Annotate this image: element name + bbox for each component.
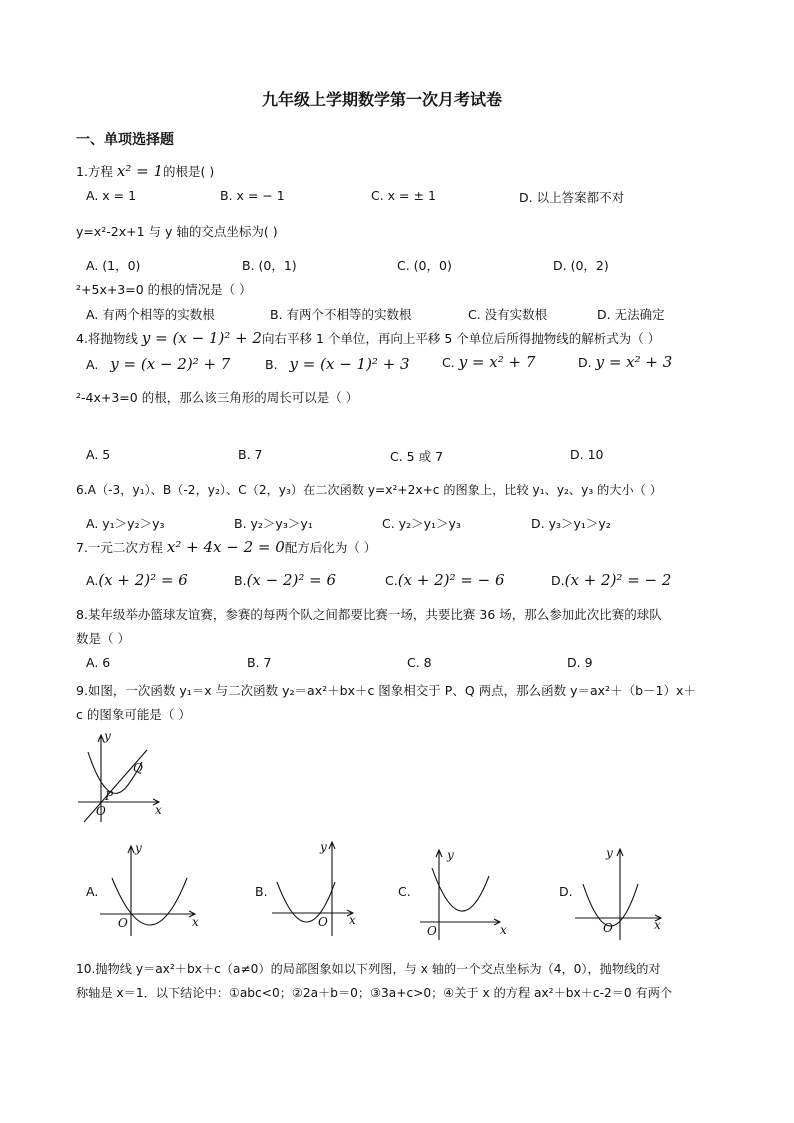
question-3: ²+5x+3=0 的根的情况是（ ） [76, 282, 252, 297]
q9-option-d[interactable]: D. [559, 884, 573, 899]
q8-option-d[interactable]: D. 9 [567, 655, 593, 670]
q1-option-a[interactable]: A. x = 1 [86, 188, 137, 203]
q9-option-b[interactable]: B. [255, 884, 268, 899]
q6-option-b[interactable]: B. y₂＞y₃＞y₁ [234, 516, 313, 531]
q8-option-b[interactable]: B. 7 [247, 655, 272, 670]
q4-option-a-label: A. [86, 357, 99, 372]
q3-option-d[interactable]: D. 无法确定 [597, 307, 665, 322]
q4-option-b-math: y = (x − 1)² + 3 [289, 355, 410, 373]
q7-option-d-label: D. [551, 573, 565, 588]
q4-equation: y = (x − 1)² + 2 [141, 329, 262, 347]
x-axis-label: x [500, 923, 507, 937]
q1-option-d[interactable]: D. 以上答案都不对 [519, 190, 625, 205]
point-q-label: Q [133, 761, 143, 775]
origin-label: O [318, 915, 328, 929]
question-2: y=x²-2x+1 与 y 轴的交点坐标为( ) [76, 224, 278, 239]
q4-option-c-math: y = x² + 7 [458, 353, 536, 371]
question-10-line-1: 10.抛物线 y＝ax²＋bx＋c（a≠0）的局部图象如以下列图，与 x 轴的一个交点坐标为（4，0），抛物线的对 [76, 962, 661, 976]
x-axis-label: x [155, 803, 162, 817]
q9-option-a[interactable]: A. [86, 884, 99, 899]
q4-prefix: 4.将抛物线 [76, 331, 138, 346]
q3-option-c[interactable]: C. 没有实数根 [468, 307, 548, 322]
q5-option-a[interactable]: A. 5 [86, 447, 111, 462]
q4-option-d-math: y = x² + 3 [595, 353, 673, 371]
section-heading: 一、单项选择题 [76, 132, 174, 148]
q7-suffix: 配方后化为（ ） [284, 540, 377, 555]
q7-option-b-math: (x − 2)² = 6 [246, 571, 337, 589]
origin-label: O [96, 804, 106, 818]
q7-option-c-label: C. [385, 573, 398, 588]
q7-prefix: 7.一元二次方程 [76, 540, 163, 555]
page-title: 九年级上学期数学第一次月考试卷 [262, 90, 503, 109]
q5-option-b[interactable]: B. 7 [238, 447, 263, 462]
origin-label: O [603, 921, 613, 935]
q4-option-c-label: C. [442, 355, 455, 370]
q8-option-a[interactable]: A. 6 [86, 655, 111, 670]
q6-option-d[interactable]: D. y₃＞y₁＞y₂ [531, 516, 611, 531]
q4-option-d-label: D. [578, 355, 592, 370]
q4-option-a-math: y = (x − 2)² + 7 [110, 355, 231, 373]
question-8-line-1: 8.某年级举办篮球友谊赛，参赛的每两个队之间都要比赛一场，共要比赛 36 场，那么参加此次比赛的球队 [76, 607, 662, 622]
y-axis-label: y [447, 848, 454, 862]
q7-option-a-math: (x + 2)² = 6 [98, 571, 188, 589]
q1-suffix: 的根是( ) [163, 164, 215, 179]
question-9-line-2: c 的图象可能是（ ） [76, 707, 191, 722]
q1-equation: x² = 1 [116, 162, 164, 180]
x-axis-label: x [654, 918, 661, 932]
x-axis-label: x [192, 915, 199, 929]
q8-option-c[interactable]: C. 8 [407, 655, 432, 670]
q1-option-c[interactable]: C. x = ± 1 [371, 188, 436, 203]
y-axis-label: y [320, 840, 327, 854]
x-axis-label: x [349, 913, 356, 927]
question-8-line-2: 数是（ ） [76, 631, 130, 646]
q4-option-b-label: B. [265, 357, 278, 372]
q1-option-b[interactable]: B. x = − 1 [220, 188, 285, 203]
parabola-d [583, 884, 638, 926]
origin-label: O [118, 916, 128, 930]
q5-option-c[interactable]: C. 5 或 7 [390, 449, 444, 464]
q7-equation: x² + 4x − 2 = 0 [166, 538, 285, 556]
question-6: 6.A（-3，y₁）、B（-2，y₂）、C（2，y₃）在二次函数 y=x²+2x+c 的图象上，比较 y₁、y₂、y₃ 的大小（ ） [76, 483, 662, 497]
q2-option-b[interactable]: B. (0，1) [242, 258, 297, 273]
q7-option-b-label: B. [234, 573, 247, 588]
q3-option-a[interactable]: A. 有两个相等的实数根 [86, 307, 215, 322]
q2-option-a[interactable]: A. (1，0) [86, 258, 141, 273]
y-axis-label: y [606, 846, 613, 860]
q9-option-c[interactable]: C. [398, 884, 411, 899]
question-10-line-2: 称轴是 x＝1．以下结论中：①abc<0；②2a＋b＝0；③3a+c>0；④关于 x 的方程 ax²＋bx＋c-2＝0 有两个 [76, 986, 673, 1000]
q5-option-d[interactable]: D. 10 [570, 447, 604, 462]
q7-option-c-math: (x + 2)² = − 6 [397, 571, 505, 589]
q7-option-d-math: (x + 2)² = − 2 [564, 571, 672, 589]
origin-label: O [427, 924, 437, 938]
point-p-label: P [105, 789, 114, 803]
question-9-line-1: 9.如图，一次函数 y₁＝x 与二次函数 y₂＝ax²＋bx＋c 图象相交于 P、Q 两点，那么函数 y＝ax²＋（b－1）x＋ [76, 683, 696, 698]
y-axis-label: y [135, 841, 142, 855]
y-axis-label: y [104, 729, 111, 743]
q3-option-b[interactable]: B. 有两个不相等的实数根 [270, 307, 412, 322]
question-5: ²-4x+3=0 的根，那么该三角形的周长可以是（ ） [76, 390, 359, 405]
q2-option-d[interactable]: D. (0，2) [553, 258, 609, 273]
q1-prefix: 1.方程 [76, 164, 113, 179]
q6-option-c[interactable]: C. y₂＞y₁＞y₃ [382, 516, 461, 531]
q7-option-a-label: A. [86, 573, 99, 588]
q2-option-c[interactable]: C. (0，0) [397, 258, 452, 273]
q6-option-a[interactable]: A. y₁＞y₂＞y₃ [86, 516, 165, 531]
q4-suffix: 向右平移 1 个单位，再向上平移 5 个单位后所得抛物线的解析式为（ ） [261, 331, 661, 346]
